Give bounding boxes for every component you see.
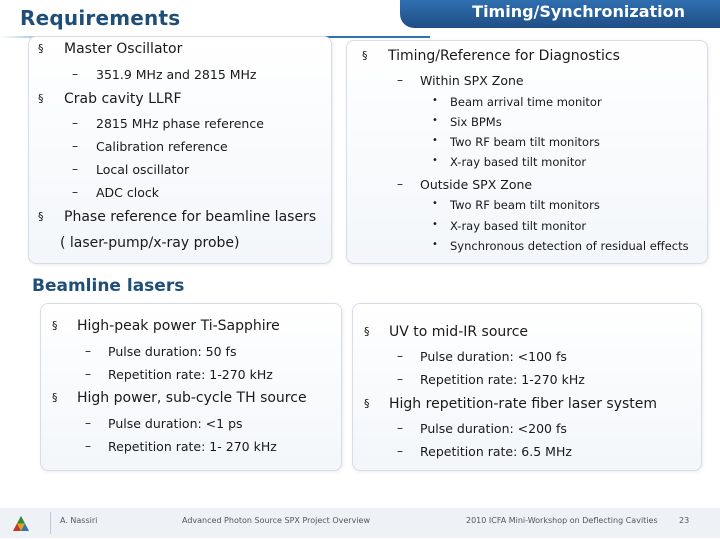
req-sub-item: ADC clock	[96, 185, 159, 200]
laser-item: UV to mid-IR source	[389, 324, 529, 340]
req-item-diagnostics: Timing/Reference for Diagnostics	[388, 48, 620, 64]
dash-icon: –	[85, 439, 91, 453]
footer-project: Advanced Photon Source SPX Project Overview	[182, 516, 371, 525]
bullet-icon: §	[38, 210, 44, 223]
zone-item: Beam arrival time monitor	[450, 95, 602, 109]
section-title-beamline-lasers: Beamline lasers	[32, 276, 185, 296]
zone-item: X-ray based tilt monitor	[450, 219, 587, 233]
laser-item: High-peak power Ti-Sapphire	[77, 318, 280, 334]
bullet-icon: §	[38, 42, 44, 55]
bullet-icon: §	[52, 319, 58, 332]
dash-icon: –	[85, 344, 91, 358]
footer-author: A. Nassiri	[60, 516, 98, 525]
dot-icon: •	[432, 115, 438, 126]
dot-icon: •	[432, 219, 438, 230]
dash-icon: –	[72, 162, 78, 176]
footer-event: 2010 ICFA Mini-Workshop on Deflecting Cavities	[466, 516, 658, 525]
laser-sub-item: Pulse duration: <200 fs	[420, 421, 567, 436]
dash-icon: –	[85, 416, 91, 430]
bullet-icon: §	[38, 92, 44, 105]
dash-icon: –	[397, 421, 403, 435]
laser-item: High power, sub-cycle TH source	[77, 390, 307, 406]
req-item-phase-reference-detail: ( laser-pump/x-ray probe)	[60, 235, 240, 251]
req-sub-item: Calibration reference	[96, 139, 228, 154]
dot-icon: •	[432, 95, 438, 106]
dash-icon: –	[397, 349, 403, 363]
zone-label-within: Within SPX Zone	[420, 73, 524, 88]
dash-icon: –	[72, 67, 78, 81]
dash-icon: –	[397, 444, 403, 458]
laser-sub-item: Repetition rate: 1- 270 kHz	[108, 439, 277, 454]
laser-sub-item: Repetition rate: 6.5 MHz	[420, 444, 572, 459]
laser-sub-item: Pulse duration: 50 fs	[108, 344, 237, 359]
laser-sub-item: Pulse duration: <1 ps	[108, 416, 243, 431]
dot-icon: •	[432, 198, 438, 209]
laser-sub-item: Repetition rate: 1-270 kHz	[420, 372, 585, 387]
laser-sub-item: Repetition rate: 1-270 kHz	[108, 367, 273, 382]
dot-icon: •	[432, 239, 438, 250]
bullet-icon: §	[364, 397, 370, 410]
laser-sub-item: Pulse duration: <100 fs	[420, 349, 567, 364]
dash-icon: –	[397, 73, 403, 87]
bullet-icon: §	[364, 325, 370, 338]
req-sub-item: Local oscillator	[96, 162, 190, 177]
dash-icon: –	[397, 372, 403, 386]
dot-icon: •	[432, 155, 438, 166]
zone-item: Six BPMs	[450, 115, 502, 129]
dash-icon: –	[72, 185, 78, 199]
dash-icon: –	[85, 367, 91, 381]
zone-item: X-ray based tilt monitor	[450, 155, 587, 169]
logo-icon	[12, 515, 30, 533]
bullet-icon: §	[52, 391, 58, 404]
laser-item: High repetition-rate fiber laser system	[389, 396, 658, 412]
page-number: 23	[679, 516, 690, 525]
zone-item: Two RF beam tilt monitors	[450, 135, 600, 149]
req-item-crab-cavity: Crab cavity LLRF	[64, 91, 182, 107]
dash-icon: –	[397, 177, 403, 191]
zone-label-outside: Outside SPX Zone	[420, 177, 533, 192]
zone-item: Synchronous detection of residual effects	[450, 239, 689, 253]
dash-icon: –	[72, 139, 78, 153]
dot-icon: •	[432, 135, 438, 146]
dash-icon: –	[72, 116, 78, 130]
zone-item: Two RF beam tilt monitors	[450, 198, 600, 212]
section-tab-label: Timing/Synchronization	[472, 2, 685, 21]
page-title: Requirements	[20, 6, 181, 30]
req-item-master-oscillator: Master Oscillator	[64, 41, 183, 57]
bullet-icon: §	[362, 49, 368, 62]
req-sub-item: 351.9 MHz and 2815 MHz	[96, 67, 257, 82]
req-sub-item: 2815 MHz phase reference	[96, 116, 264, 131]
footer-divider	[50, 512, 51, 534]
req-item-phase-reference: Phase reference for beamline lasers	[64, 209, 317, 225]
